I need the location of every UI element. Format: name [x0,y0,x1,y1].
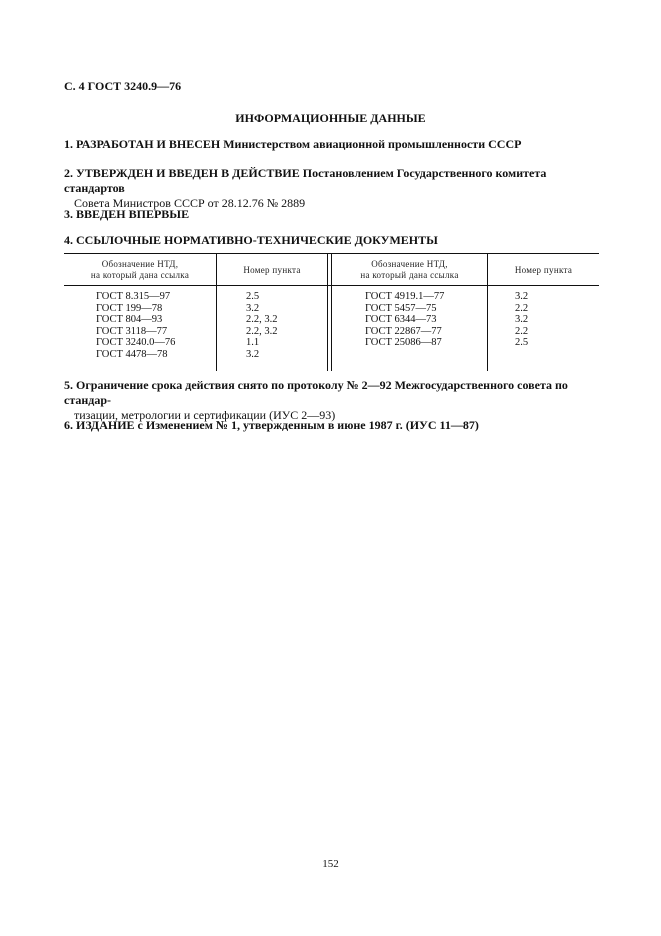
table-cell-clause: 3.2 [246,302,260,314]
table-cell-clause: 2.5 [515,337,529,349]
table-cell-doc: ГОСТ 25086—87 [365,337,442,349]
table-cell-doc: ГОСТ 3240.0—76 [96,337,176,349]
item-text: Ограничение срока действия снято по протоколу № 2—92 Межгосударственного совета по стандар- [64,378,568,407]
running-header: С. 4 ГОСТ 3240.9—76 [64,79,182,93]
item-text: Министерством авиационной промышленности СССР [223,137,522,151]
table-cell-clause: 2.5 [246,291,260,302]
item-number: 6. [64,418,73,432]
table-cell-clause: 1.1 [246,337,260,349]
item-lead: ВВЕДЕН ВПЕРВЫЕ [76,207,190,221]
info-item-3 [64,207,604,222]
item-number: 4. [64,233,73,247]
table-cell-clause: 3.2 [515,291,529,302]
info-item-5 [64,378,604,423]
header-designation-right: Обозначение НТД, на который дана ссылка [360,259,459,280]
table-cell-clause: 3.2 [515,314,529,326]
item-number: 1. [64,137,73,151]
section-title: ИНФОРМАЦИОННЫЕ ДАННЫЕ [235,111,426,125]
table-cell-clause: 2.2, 3.2 [246,314,278,326]
item-lead: ССЫЛОЧНЫЕ НОРМАТИВНО-ТЕХНИЧЕСКИЕ ДОКУМЕНТЫ [76,233,438,247]
table-cell-doc: ГОСТ 6344—73 [365,314,437,326]
info-item-6 [64,418,604,433]
table-cell-clause: 2.2, 3.2 [246,325,278,337]
table-cell-doc: ГОСТ 3118—77 [96,325,168,337]
table-cell-doc: ГОСТ 22867—77 [365,325,442,337]
table-cell-clause: 3.2 [246,348,260,360]
table-cell-doc: ГОСТ 4478—78 [96,348,168,360]
item-continuation: тизации, метрологии и сертификации (ИУС 2—93) [74,408,336,422]
info-item-2 [64,166,604,211]
item-text: с Изменением № 1, утвержденным в июне 1987 г. (ИУС 11—87) [137,418,479,432]
table-cell-doc: ГОСТ 4919.1—77 [365,291,445,302]
page-number: 152 [322,858,339,870]
table-cell-doc: ГОСТ 8.315—97 [96,291,171,302]
left-clause-column [246,291,278,361]
item-lead: ИЗДАНИЕ [76,418,135,432]
right-clause-column [515,291,528,349]
table-cell-doc: ГОСТ 199—78 [96,302,163,314]
item-number: 3. [64,207,73,221]
header-clause-left: Номер пункта [243,265,301,275]
item-continuation: Совета Министров СССР от 28.12.76 № 2889 [74,196,306,210]
header-clause-right: Номер пункта [514,265,573,275]
table-cell-clause: 2.2 [515,302,529,314]
item-text: Постановлением Государственного комитета стандартов [64,166,547,195]
item-lead: УТВЕРЖДЕН И ВВЕДЕН В ДЕЙСТВИЕ [76,166,300,180]
table-cell-clause: 2.2 [515,325,529,337]
info-item-1 [64,137,604,152]
info-item-4 [64,233,604,248]
right-doc-column [365,291,444,349]
table-cell-doc: ГОСТ 5457—75 [365,302,437,314]
item-lead: РАЗРАБОТАН И ВНЕСЕН [76,137,221,151]
left-doc-column [96,291,175,361]
header-designation-left: Обозначение НТД, на который дана ссылка [90,259,190,280]
table-cell-doc: ГОСТ 804—93 [96,314,163,326]
item-number: 5. [64,378,73,392]
reference-documents-table [64,253,599,371]
table-col-divider [327,253,328,371]
item-number: 2. [64,166,73,180]
